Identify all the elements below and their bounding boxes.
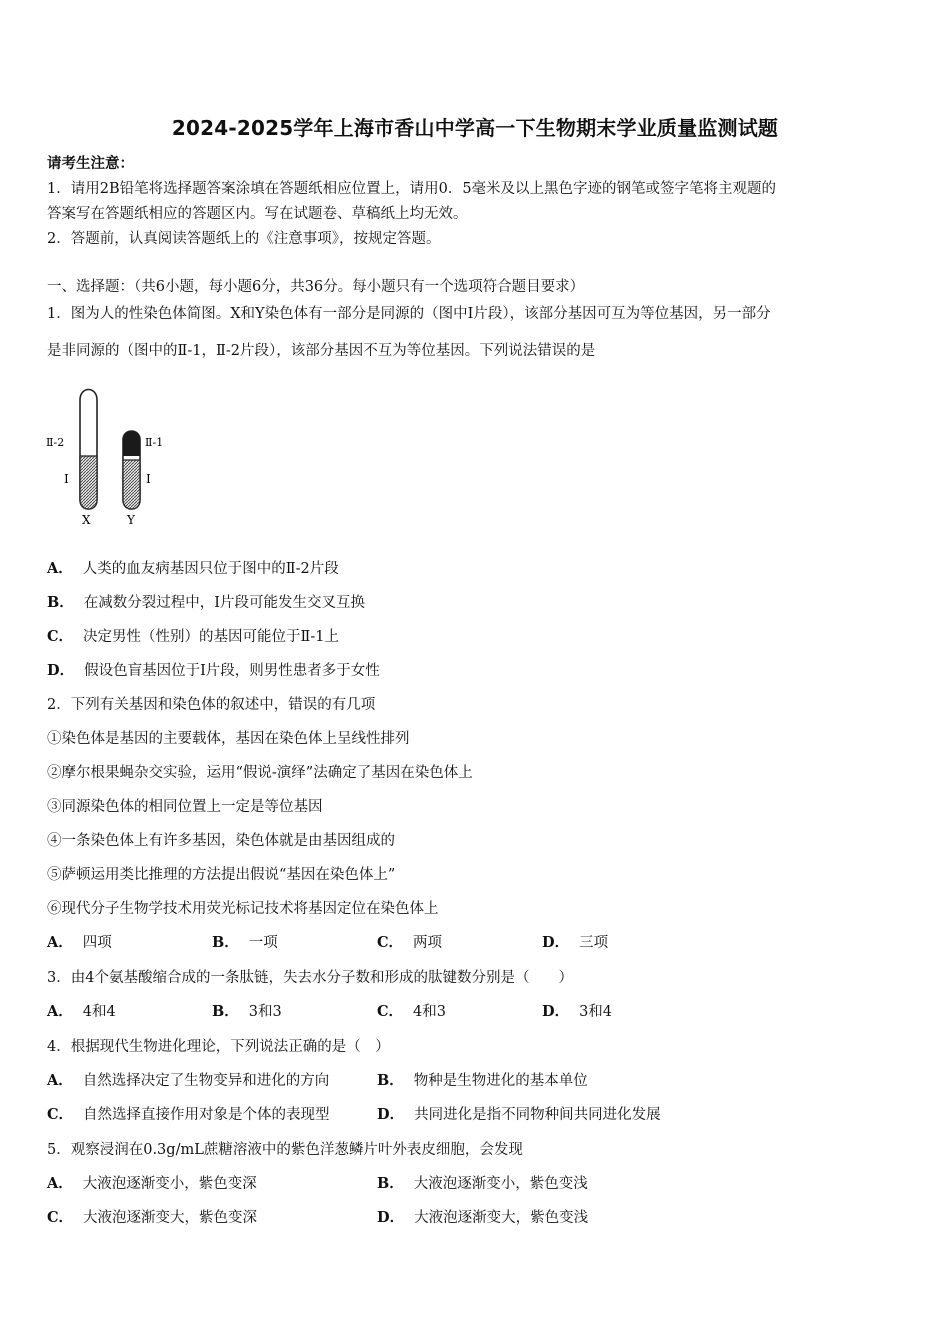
q3-option-d[interactable]: D． 3和4 xyxy=(542,1003,613,1020)
q1-option-c[interactable]: C． 决定男性（性别）的基因可能位于Ⅱ-1上 xyxy=(47,628,340,645)
q1-option-a[interactable]: A． 人类的血友病基因只位于图中的Ⅱ-2片段 xyxy=(47,560,339,577)
q5-option-b[interactable]: B． 大液泡逐渐变小，紫色变浅 xyxy=(377,1175,588,1192)
q5-option-d[interactable]: D． 大液泡逐渐变大，紫色变浅 xyxy=(377,1209,589,1226)
q1-option-b[interactable]: B． 在减数分裂过程中，I片段可能发生交叉互换 xyxy=(47,594,365,611)
q1-option-d[interactable]: D． 假设色盲基因位于I片段，则男性患者多于女性 xyxy=(47,662,380,679)
x-chromosome xyxy=(80,390,97,510)
page-title: 2024-2025学年上海市香山中学高一下生物期末学业质量监测试题 xyxy=(171,116,779,140)
q3-option-a[interactable]: A． 4和4 xyxy=(47,1003,116,1020)
label-ii-2: Ⅱ-2 xyxy=(46,436,65,449)
q5-option-a[interactable]: A． 大液泡逐渐变小，紫色变深 xyxy=(47,1175,257,1192)
q2-statement-5: ⑤萨顿运用类比推理的方法提出假说“基因在染色体上” xyxy=(47,867,396,883)
q4-option-c[interactable]: C． 自然选择直接作用对象是个体的表现型 xyxy=(47,1106,330,1123)
label-i-left: I xyxy=(64,472,69,486)
q1-stem-line-2: 是非同源的（图中的Ⅱ-1，Ⅱ-2片段），该部分基因不互为等位基因。下列说法错误的是 xyxy=(47,343,596,359)
label-ii-1: Ⅱ-1 xyxy=(145,436,164,449)
q2-statement-3: ③同源染色体的相同位置上一定是等位基因 xyxy=(47,799,323,815)
q2-option-a[interactable]: A． 四项 xyxy=(47,934,112,951)
q2-statement-4: ④一条染色体上有许多基因，染色体就是由基因组成的 xyxy=(47,833,395,849)
section-heading: 一、选择题：（共6小题，每小题6分，共36分。每小题只有一个选项符合题目要求） xyxy=(47,279,585,295)
q4-option-b[interactable]: B． 物种是生物进化的基本单位 xyxy=(377,1072,588,1089)
q4-option-a[interactable]: A． 自然选择决定了生物变异和进化的方向 xyxy=(47,1072,330,1089)
chromosome-diagram xyxy=(44,378,184,528)
q4-option-d[interactable]: D． 共同进化是指不同物种间共同进化发展 xyxy=(377,1106,661,1123)
q2-stem: 2．下列有关基因和染色体的叙述中，错误的有几项 xyxy=(47,697,376,713)
notice-line-3: 2．答题前，认真阅读答题纸上的《注意事项》，按规定答题。 xyxy=(47,231,441,247)
q2-statement-1: ①染色体是基因的主要载体，基因在染色体上呈线性排列 xyxy=(47,731,410,747)
q2-statement-2: ②摩尔根果蝇杂交实验，运用“假说-演绎”法确定了基因在染色体上 xyxy=(47,765,473,781)
q2-option-d[interactable]: D． 三项 xyxy=(542,934,609,951)
label-x: X xyxy=(82,513,91,527)
label-i-right: I xyxy=(146,472,151,486)
q1-stem-line-1: 1．图为人的性染色体简图。X和Y染色体有一部分是同源的（图中I片段），该部分基因可互为等位基因，另一部分 xyxy=(47,306,771,322)
notice-line-1: 1．请用2B铅笔将选择题答案涂填在答题纸相应位置上，请用0．5毫米及以上黑色字迹的钢笔或签字笔将主观题的 xyxy=(47,181,777,197)
q5-option-c[interactable]: C． 大液泡逐渐变大，紫色变深 xyxy=(47,1209,258,1226)
sex-chromosome-figure xyxy=(44,378,184,528)
notice-heading: 请考生注意： xyxy=(47,155,134,172)
q2-statement-6: ⑥现代分子生物学技术用荧光标记技术将基因定位在染色体上 xyxy=(47,901,439,917)
q2-option-c[interactable]: C． 两项 xyxy=(377,934,443,951)
q3-option-c[interactable]: C． 4和3 xyxy=(377,1003,446,1020)
q2-option-b[interactable]: B． 一项 xyxy=(212,934,278,951)
q5-stem: 5．观察浸润在0.3g/mL蔗糖溶液中的紫色洋葱鳞片叶外表皮细胞，会发现 xyxy=(47,1142,523,1158)
q3-option-b[interactable]: B． 3和3 xyxy=(212,1003,282,1020)
y-chromosome xyxy=(123,431,140,509)
notice-line-2: 答案写在答题纸相应的答题区内。写在试题卷、草稿纸上均无效。 xyxy=(47,206,468,222)
q4-stem: 4．根据现代生物进化理论，下列说法正确的是（ ） xyxy=(47,1039,390,1055)
label-y: Y xyxy=(127,513,135,527)
q3-stem: 3．由4个氨基酸缩合成的一条肽链，失去水分子数和形成的肽键数分别是（ ） xyxy=(47,970,573,986)
